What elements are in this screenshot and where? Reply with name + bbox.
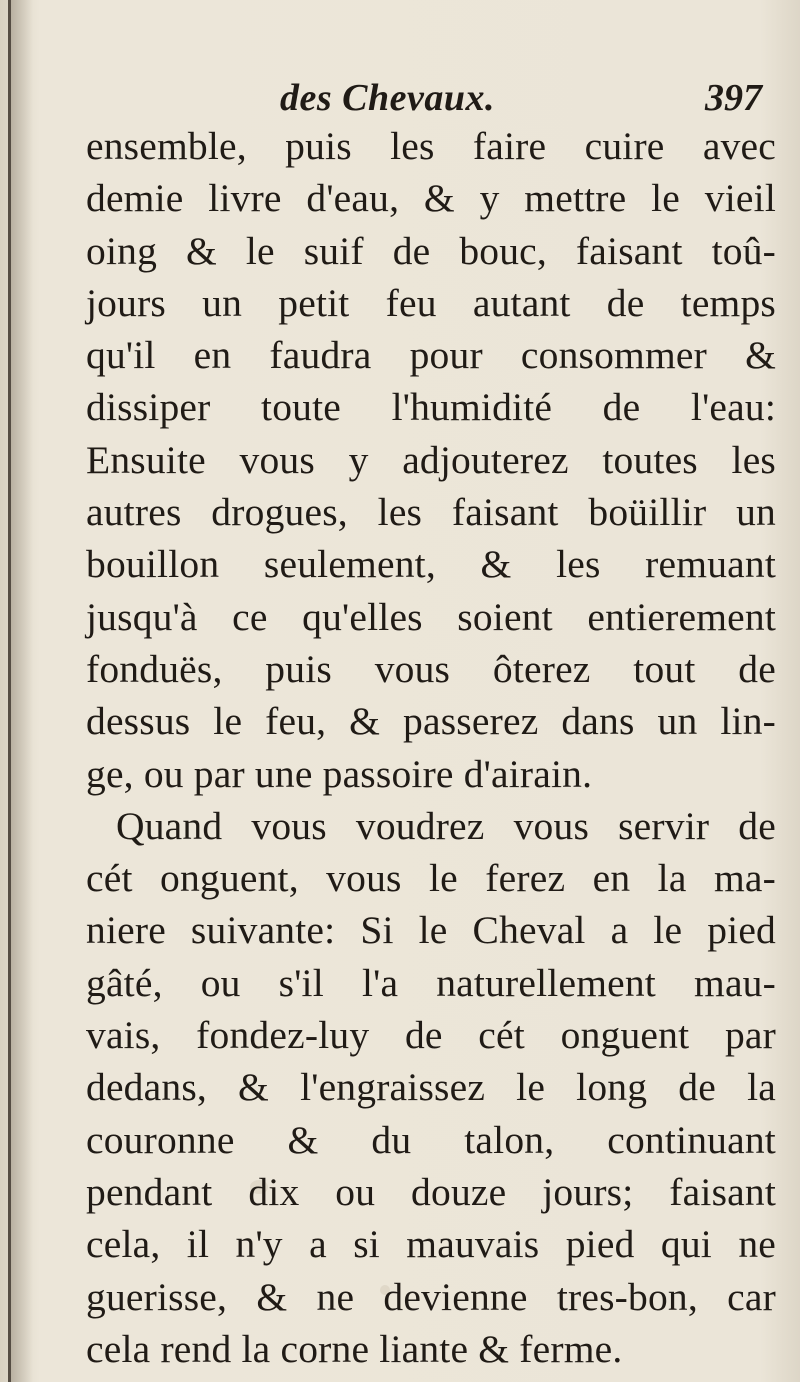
text-line: oing & le suif de bouc, faisant toû- <box>86 228 776 273</box>
body-text <box>86 120 776 1375</box>
text-line: bouillon seulement, & les remuant <box>86 542 776 587</box>
text-line: Quand vous voudrez vous servir de <box>116 803 776 848</box>
text-line: guerisse, & ne devienne tres-bon, car <box>86 1274 776 1319</box>
text-line: jours un petit feu autant de temps <box>86 280 776 325</box>
text-line: gâté, ou s'il l'a naturellement mau- <box>86 960 776 1005</box>
text-line: niere suivante: Si le Cheval a le pied <box>86 908 776 953</box>
text-line: ensemble, puis les faire cuire avec <box>86 124 776 168</box>
paragraph-1 <box>86 120 776 800</box>
text-line: demie livre d'eau, & y mettre le vieil <box>86 176 776 221</box>
running-head-title: des Chevaux. <box>280 77 495 119</box>
text-line: pendant dix ou douze jours; faisant <box>86 1169 776 1214</box>
text-line: cela rend la corne liante & ferme. <box>86 1326 623 1371</box>
text-line: couronne & du talon, continuant <box>86 1117 776 1162</box>
text-line: vais, fondez-luy de cét onguent par <box>86 1013 776 1058</box>
page-number: 397 <box>705 77 762 119</box>
page-content <box>86 72 776 1375</box>
text-line: dessus le feu, & passerez dans un lin- <box>86 699 776 744</box>
text-line: ge, ou par une passoire d'airain. <box>86 751 593 796</box>
text-line: Ensuite vous y adjouterez toutes les <box>86 437 776 482</box>
running-head <box>86 72 776 118</box>
paragraph-2 <box>86 800 776 1375</box>
text-line: cét onguent, vous le ferez en la ma- <box>86 856 776 901</box>
text-line: qu'il en faudra pour consommer & <box>86 333 776 378</box>
text-line: jusqu'à ce qu'elles soient entierement <box>86 594 776 639</box>
text-line: dissiper toute l'humidité de l'eau: <box>86 385 776 430</box>
text-line: fonduës, puis vous ôterez tout de <box>86 646 776 691</box>
text-line: dedans, & l'engraissez le long de la <box>86 1065 776 1110</box>
text-line: cela, il n'y a si mauvais pied qui ne <box>86 1222 776 1267</box>
gutter-shadow <box>11 0 33 1382</box>
text-line: autres drogues, les faisant boüillir un <box>86 490 776 535</box>
